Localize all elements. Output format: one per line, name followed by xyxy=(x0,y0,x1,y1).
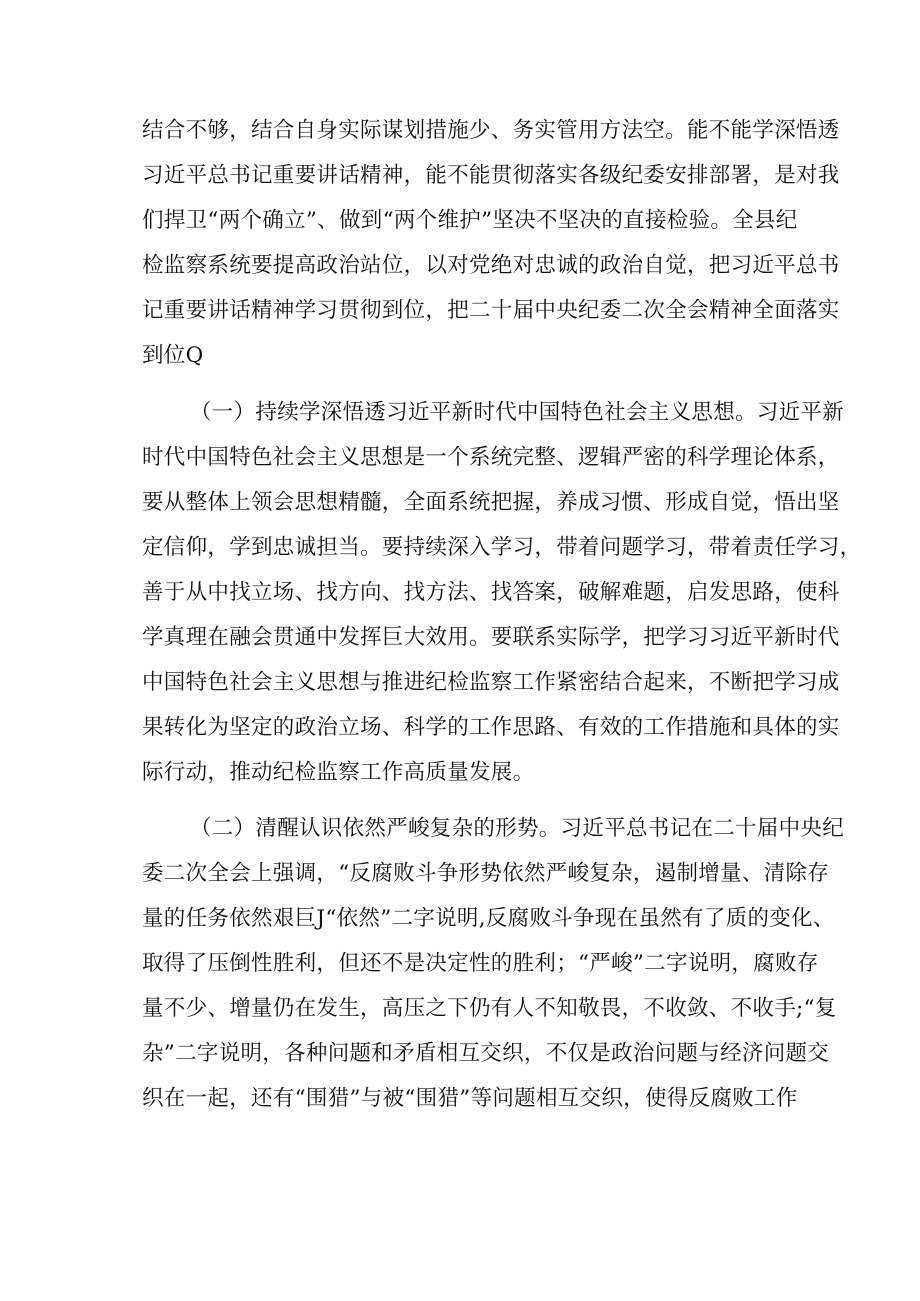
text-line: 们捍卫“两个确立”、做到“两个维护”坚决不坚决的直接检验。全县纪 xyxy=(142,208,798,233)
text-line: 织在一起，还有“围猎”与被“围猎”等问题相互交织，使得反腐败工作 xyxy=(142,1086,798,1111)
text-line: 际行动，推动纪检监察工作高质量发展。 xyxy=(142,760,535,785)
text-line: 果转化为坚定的政治立场、科学的工作思路、有效的工作措施和具体的实 xyxy=(142,715,840,740)
text-line: 检监察系统要提高政治站位，以对党绝对忠诚的政治自觉，把习近平总书 xyxy=(142,253,840,278)
text-line: （一）持续学深悟透习近平新时代中国特色社会主义思想。习近平新 xyxy=(190,400,845,425)
text-line: （二）清醒认识依然严峻复杂的形势。习近平总书记在二十届中央纪 xyxy=(190,816,845,841)
text-line: 学真理在融会贯通中发挥巨大效用。要联系实际学，把学习习近平新时代 xyxy=(142,625,840,650)
text-line: 记重要讲话精神学习贯彻到位，把二十届中央纪委二次全会精神全面落实 xyxy=(142,298,840,323)
text-line: 取得了压倒性胜利，但还不是决定性的胜利；“严峻”二字说明，腐败存 xyxy=(142,951,819,976)
text-line: 量的任务依然艰巨J“依然”二字说明,反腐败斗争现在虽然有了质的变化、 xyxy=(142,906,835,931)
text-line: 要从整体上领会思想精髓，全面系统把握，养成习惯、形成自觉，悟出坚 xyxy=(142,490,840,515)
text-line: 杂”二字说明，各种问题和矛盾相互交织，不仅是政治问题与经济问题交 xyxy=(142,1041,830,1066)
text-line: 量不少、增量仍在发生，高压之下仍有人不知敬畏，不收敛、不收手;“复 xyxy=(142,996,837,1021)
text-line: 中国特色社会主义思想与推进纪检监察工作紧密结合起来，不断把学习成 xyxy=(142,670,840,695)
text-line: 时代中国特色社会主义思想是一个系统完整、逻辑严密的科学理论体系， xyxy=(142,445,840,470)
text-line: 到位Q xyxy=(142,343,204,368)
text-line: 善于从中找立场、找方向、找方法、找答案，破解难题，启发思路，使科 xyxy=(142,580,840,605)
text-line: 定信仰，学到忠诚担当。要持续深入学习，带着问题学习，带着责任学习， xyxy=(142,535,862,560)
text-line: 习近平总书记重要讲话精神，能不能贯彻落实各级纪委安排部署，是对我 xyxy=(142,163,840,188)
text-line: 委二次全会上强调，“反腐败斗争形势依然严峻复杂，遏制增量、清除存 xyxy=(142,861,830,886)
text-line: 结合不够，结合自身实际谋划措施少、务实管用方法空。能不能学深悟透 xyxy=(142,118,840,143)
